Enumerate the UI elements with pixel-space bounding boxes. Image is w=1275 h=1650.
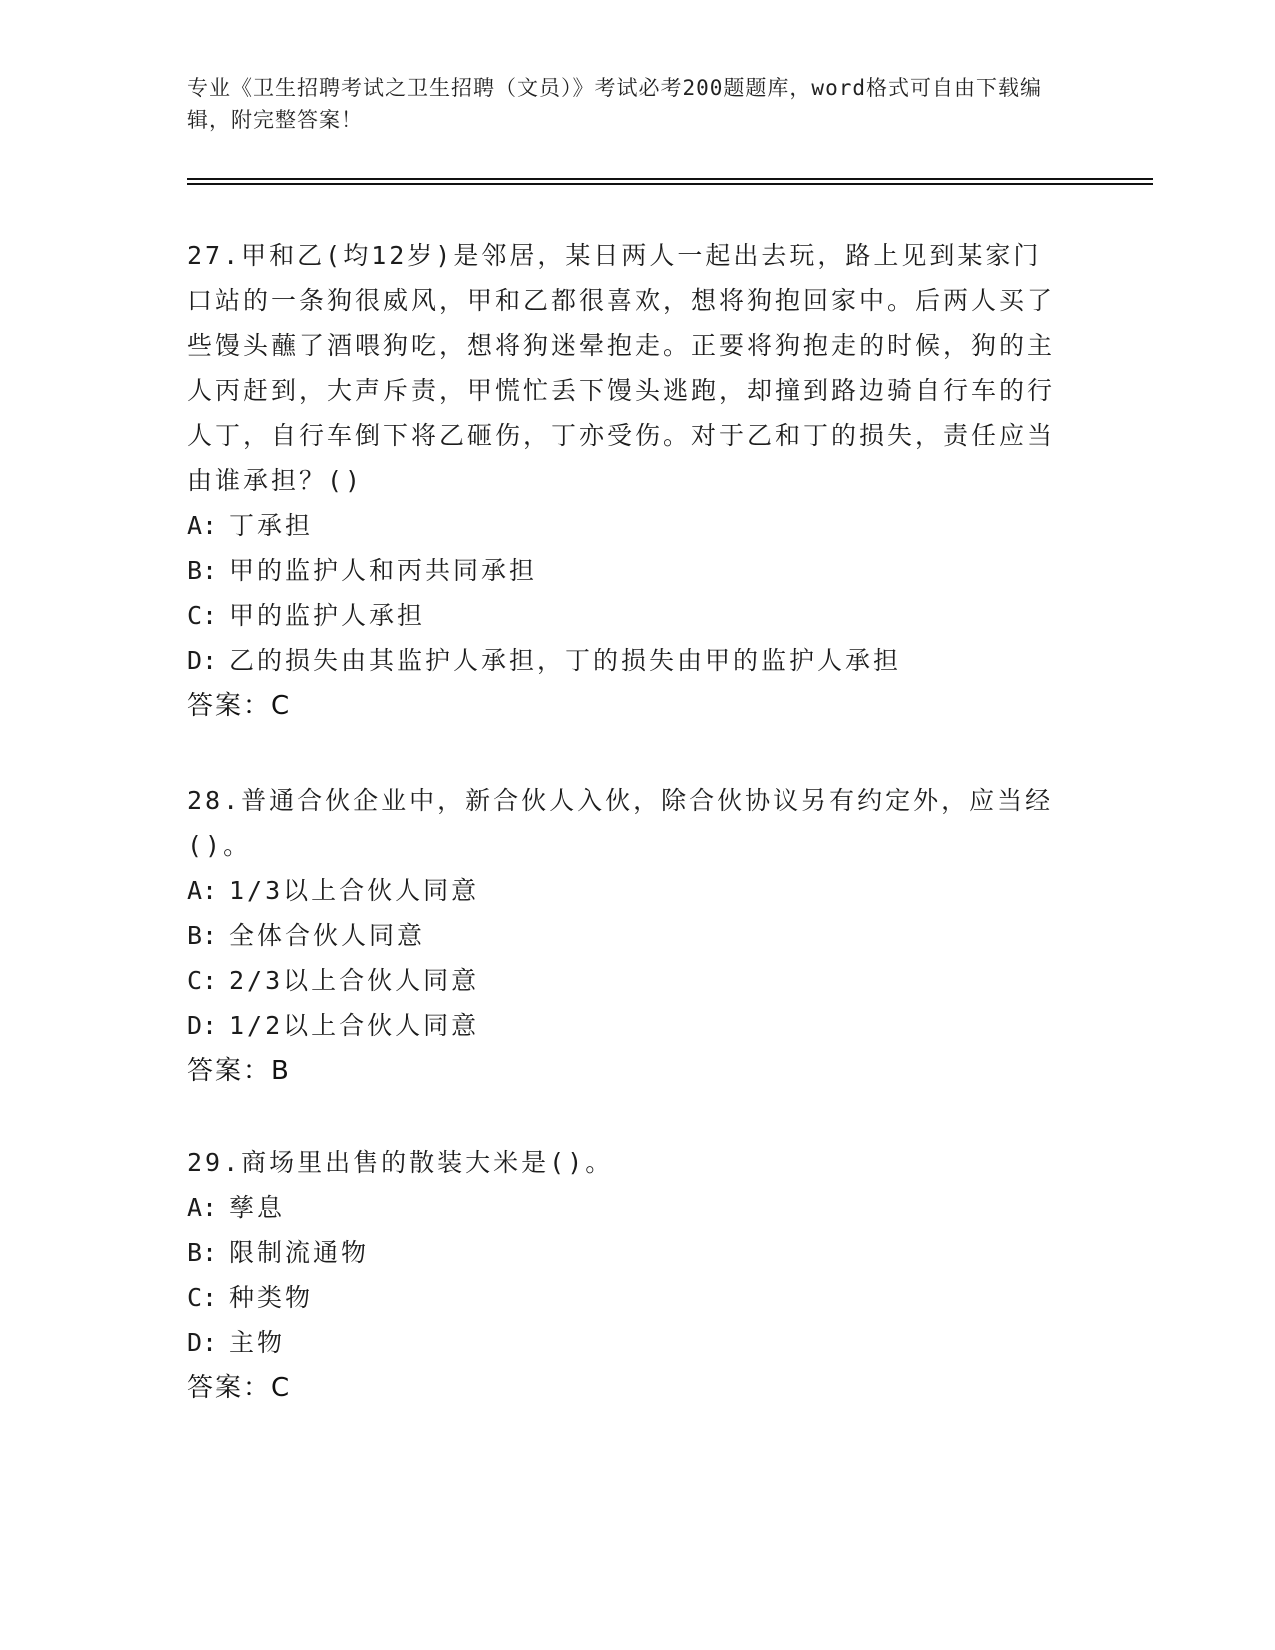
option-key: B: [187,1238,218,1267]
option-key: D: [187,1328,218,1357]
option-text: 2/3以上合伙人同意 [229,966,480,995]
question-stem: 27.甲和乙(均12岁)是邻居，某日两人一起出去玩，路上见到某家门口站的一条狗很威风，甲和乙都很喜欢，想将狗抱回家中。后两人买了些馒头蘸了酒喂狗吃，想将狗迷晕抱走。正要将狗抱走的时候，狗的主人丙赶到，大声斥责，甲慌忙丢下馒头逃跑，却撞到路边骑自行车的行人丁，自行车倒下将乙砸伤，丁亦受伤。对于乙和丁的损失，责任应当由谁承担？() [187,241,1056,495]
option-d [187,1320,1067,1365]
option-c [187,593,1067,638]
answer-line: 答案：C [187,691,292,721]
option-c [187,1275,1067,1320]
option-text: 限制流通物 [229,1238,370,1267]
option-text: 丁承担 [229,511,314,540]
option-key: B: [187,556,218,585]
option-text: 种类物 [229,1283,314,1312]
option-d [187,1003,1067,1048]
option-c [187,958,1067,1003]
option-text: 全体合伙人同意 [229,921,426,950]
option-b [187,913,1067,958]
option-key: B: [187,921,218,950]
header-divider-top [187,178,1153,180]
question-stem: 29.商场里出售的散装大米是()。 [187,1148,614,1177]
option-key: A: [187,1193,218,1222]
document-header: 专业《卫生招聘考试之卫生招聘（文员）》考试必考200题题库，word格式可自由下载编辑，附完整答案！ [187,76,1042,132]
option-text: 孳息 [229,1193,286,1222]
option-key: A: [187,511,218,540]
header-divider-bottom [187,183,1153,185]
question-29 [187,1140,1067,1411]
option-d [187,638,1067,683]
option-key: C: [187,601,218,630]
option-text: 乙的损失由其监护人承担，丁的损失由甲的监护人承担 [229,646,902,675]
question-stem: 28.普通合伙企业中，新合伙人入伙，除合伙协议另有约定外，应当经()。 [187,786,1054,860]
answer-line: 答案：B [187,1056,291,1086]
option-key: C: [187,1283,218,1312]
option-text: 甲的监护人承担 [229,601,426,630]
option-text: 甲的监护人和丙共同承担 [229,556,538,585]
option-key: D: [187,1011,218,1040]
option-key: C: [187,966,218,995]
option-b [187,1230,1067,1275]
option-a [187,868,1067,913]
option-text: 1/3以上合伙人同意 [229,876,480,905]
option-text: 1/2以上合伙人同意 [229,1011,480,1040]
option-key: D: [187,646,218,675]
answer-line: 答案：C [187,1373,292,1403]
question-28 [187,778,1067,1094]
option-a [187,1185,1067,1230]
option-a [187,503,1067,548]
question-27 [187,233,1067,729]
option-b [187,548,1067,593]
option-text: 主物 [229,1328,286,1357]
option-key: A: [187,876,218,905]
